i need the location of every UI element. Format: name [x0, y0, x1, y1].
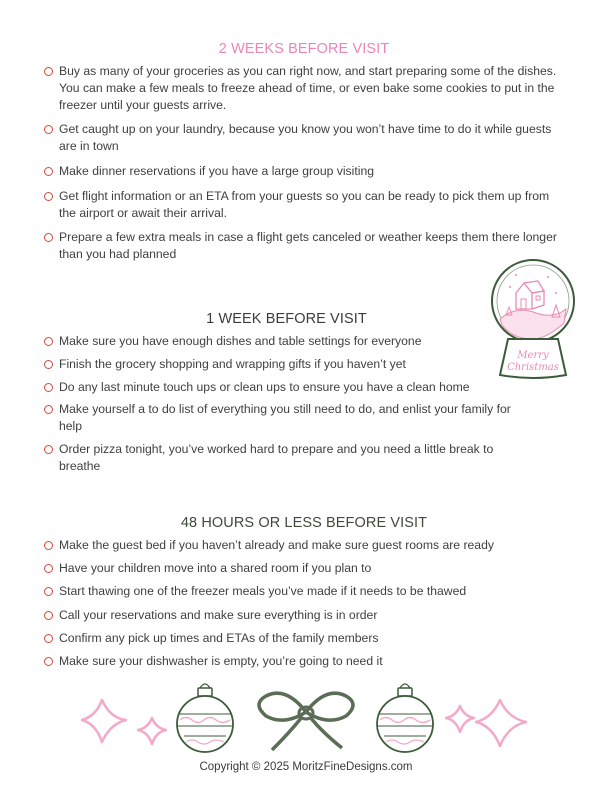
list-item-text: Buy as many of your groceries as you can right now, and start preparing some of the dishes. You can make a few meals to freeze ahead of time, or even bake some cookies to put in the freezer until your guests arrive. — [59, 64, 557, 112]
checklist — [44, 537, 564, 670]
ornament-icon — [377, 684, 433, 752]
list-item — [44, 537, 564, 554]
list-item-text: Make sure you have enough dishes and table settings for everyone — [59, 334, 422, 348]
list-item-text: Start thawing one of the freezer meals you’ve made if it needs to be thawed — [59, 584, 467, 599]
circle-bullet-icon — [44, 360, 53, 369]
list-item — [44, 630, 564, 647]
section-2-weeks — [44, 41, 564, 271]
sparkle-icon — [446, 706, 474, 732]
checklist — [44, 63, 564, 263]
list-item — [44, 583, 564, 600]
snow-globe-icon — [486, 257, 580, 381]
section-title: 48 HOURS OR LESS BEFORE VISIT — [180, 515, 428, 531]
list-item — [44, 121, 564, 155]
list-item — [44, 356, 529, 373]
circle-bullet-icon — [44, 634, 53, 643]
list-item — [44, 333, 529, 350]
checklist — [44, 333, 529, 475]
list-item-text: Prepare a few extra meals in case a flight gets canceled or weather keeps them there longer than you had planned — [59, 230, 557, 262]
list-item-text: Get flight information or an ETA from your guests so you can be ready to pick them up from the airport or await their arrival. — [59, 188, 550, 220]
list-item-text: Order pizza tonight, you’ve worked hard to prepare and you need a little break to breathe — [59, 441, 494, 473]
bow-icon — [259, 693, 353, 750]
circle-bullet-icon — [44, 405, 53, 414]
list-item — [44, 188, 564, 222]
circle-bullet-icon — [44, 192, 53, 201]
circle-bullet-icon — [44, 541, 53, 550]
circle-bullet-icon — [44, 233, 53, 242]
list-item-text: Make yourself a to do list of everything you still need to do, and enlist your family for help — [59, 402, 511, 434]
list-item — [44, 607, 564, 624]
list-item — [44, 441, 529, 475]
list-item-text: Make sure your dishwasher is empty, you’re going to need it — [59, 653, 383, 668]
circle-bullet-icon — [44, 657, 53, 666]
section-48-hours — [44, 515, 564, 676]
sparkle-icon — [476, 700, 526, 746]
sparkle-icon — [82, 700, 126, 742]
section-title: 1 WEEK BEFORE VISIT — [206, 311, 367, 327]
circle-bullet-icon — [44, 587, 53, 596]
list-item-text: Call your reservations and make sure everything is in order — [59, 607, 378, 622]
circle-bullet-icon — [44, 67, 53, 76]
section-1-week — [44, 311, 529, 481]
list-item-text: Finish the grocery shopping and wrapping gifts if you haven’t yet — [59, 356, 406, 371]
circle-bullet-icon — [44, 167, 53, 176]
list-item — [44, 163, 564, 180]
circle-bullet-icon — [44, 611, 53, 620]
section-title: 2 WEEKS BEFORE VISIT — [218, 41, 390, 57]
list-item-text: Confirm any pick up times and ETAs of the family members — [59, 630, 379, 645]
list-item — [44, 560, 564, 577]
list-item — [44, 379, 529, 396]
sparkle-icon — [138, 718, 166, 744]
list-item — [44, 401, 529, 435]
list-item — [44, 63, 564, 113]
circle-bullet-icon — [44, 125, 53, 134]
list-item-text: Do any last minute touch ups or clean ups to ensure you have a clean home — [59, 379, 470, 394]
list-item-text: Make the guest bed if you haven’t already and make sure guest rooms are ready — [59, 538, 494, 552]
list-item — [44, 653, 564, 670]
globe-text-line1: Merry — [517, 350, 549, 361]
list-item-text: Have your children move into a shared room if you plan to — [59, 561, 372, 576]
circle-bullet-icon — [44, 337, 53, 346]
copyright-text: Copyright © 2025 MoritzFineDesigns.com — [199, 761, 413, 773]
list-item-text: Get caught up on your laundry, because you know you won’t have time to do it while guests are in town — [59, 122, 552, 154]
globe-text-line2: Christmas — [507, 362, 559, 373]
circle-bullet-icon — [44, 383, 53, 392]
footer-decoration — [80, 680, 532, 758]
list-item-text: Make dinner reservations if you have a large group visiting — [59, 163, 375, 178]
circle-bullet-icon — [44, 564, 53, 573]
circle-bullet-icon — [44, 445, 53, 454]
ornament-icon — [177, 684, 233, 752]
